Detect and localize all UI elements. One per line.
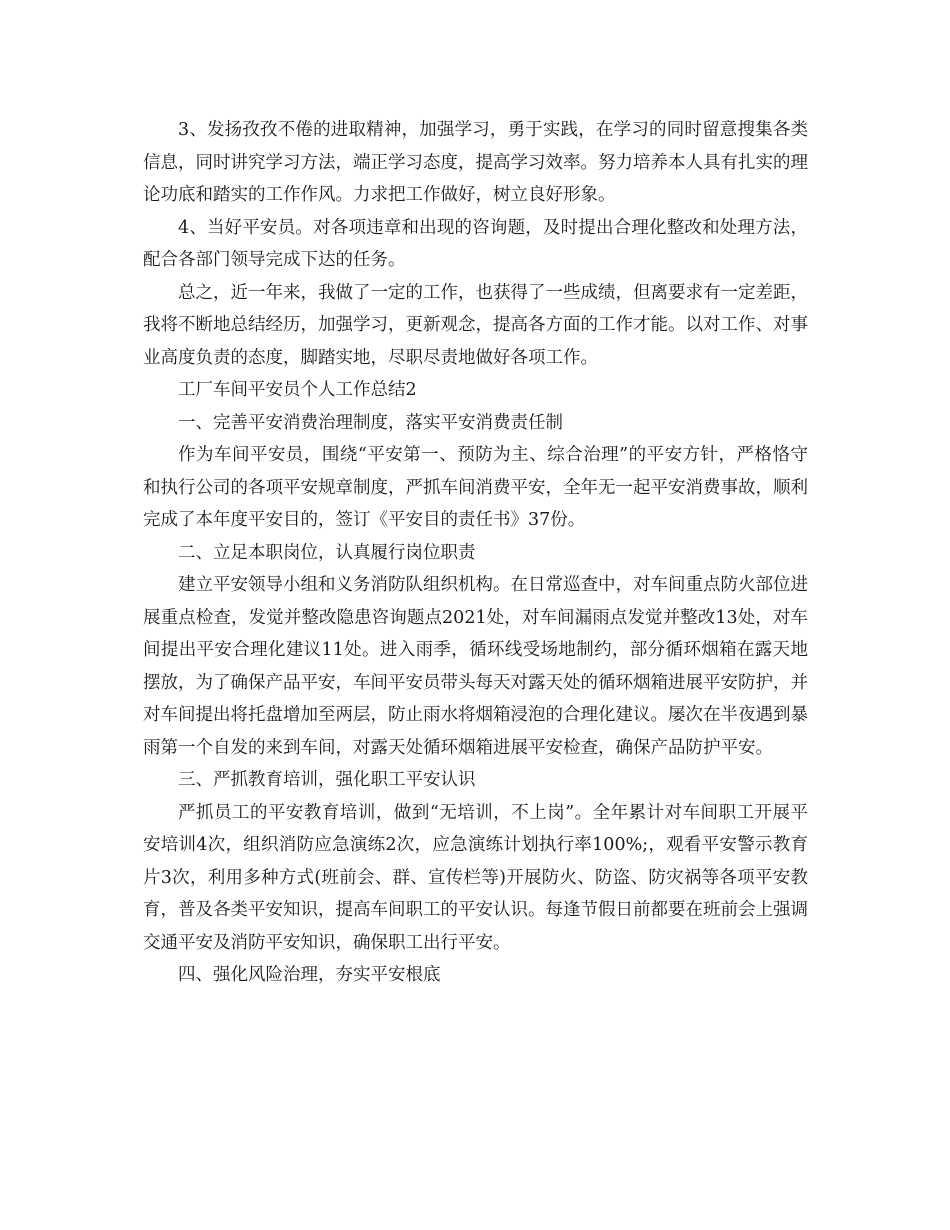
heading-1: 一、完善平安消费治理制度，落实平安消费责任制	[178, 412, 563, 433]
paragraph-3: 严抓员工的平安教育培训，做到“无培训，不上岗”。全年累计对车间职工开展平安培训4次，组织消防应急演练2次，应急演练计划执行率100%;，观看平安警示教育片3次，利用多种方式(班前会、群、宣传栏等)开展防火、防盗、防灾祸等各项平安教育，普及各类平安知识，提高车间职工的平安认识。每逢节假日前都要在班前会上强调交通平安及消防平安知识，确保职工出行平安。	[143, 802, 808, 953]
paragraph-2: 建立平安领导小组和义务消防队组织机构。在日常巡查中，对车间重点防火部位进展重点检查，发觉并整改隐患咨询题点2021处，对车间漏雨点发觉并整改13处，对车间提出平安合理化建议11处。进入雨季，循环线受场地制约，部分循环烟箱在露天地摆放，为了确保产品平安，车间平安员带头每天对露天处的循环烟箱进展平安防护，并对车间提出将托盘增加至两层，防止雨水将烟箱浸泡的合理化建议。屡次在半夜遇到暴雨第一个自发的来到车间，对露天处循环烟箱进展平安检查，确保产品防护平安。	[143, 575, 808, 758]
paragraph-item-3: 3、发扬孜孜不倦的进取精神，加强学习，勇于实践，在学习的同时留意搜集各类信息，同时讲究学习方法，端正学习态度，提高学习效率。努力培养本人具有扎实的理论功底和踏实的工作作风。力求把工作做好，树立良好形象。	[143, 120, 808, 205]
section-title: 工厂车间平安员个人工作总结2	[178, 380, 417, 400]
heading-4: 四、强化风险治理，夯实平安根底	[178, 965, 441, 985]
paragraph-summary: 总之，近一年来，我做了一定的工作，也获得了一些成绩，但离要求有一定差距，我将不断地总结经历，加强学习，更新观念，提高各方面的工作才能。以对工作、对事业高度负责的态度，脚踏实地，尽职尽责地做好各项工作。	[143, 282, 808, 368]
paragraph-item-4: 4、当好平安员。对各项违章和出现的咨询题，及时提出合理化整改和处理方法，配合各部门领导完成下达的任务。	[143, 217, 808, 270]
heading-3: 三、严抓教育培训，强化职工平安认识	[178, 770, 476, 790]
document-body	[143, 114, 808, 992]
paragraph-1: 作为车间平安员，围绕“平安第一、预防为主、综合治理”的平安方针，严格恪守和执行公司的各项平安规章制度，严抓车间消费平安，全年无一起平安消费事故，顺利完成了本年度平安目的，签订《平安目的责任书》37份。	[143, 445, 808, 530]
heading-2: 二、立足本职岗位，认真履行岗位职责	[178, 542, 476, 563]
